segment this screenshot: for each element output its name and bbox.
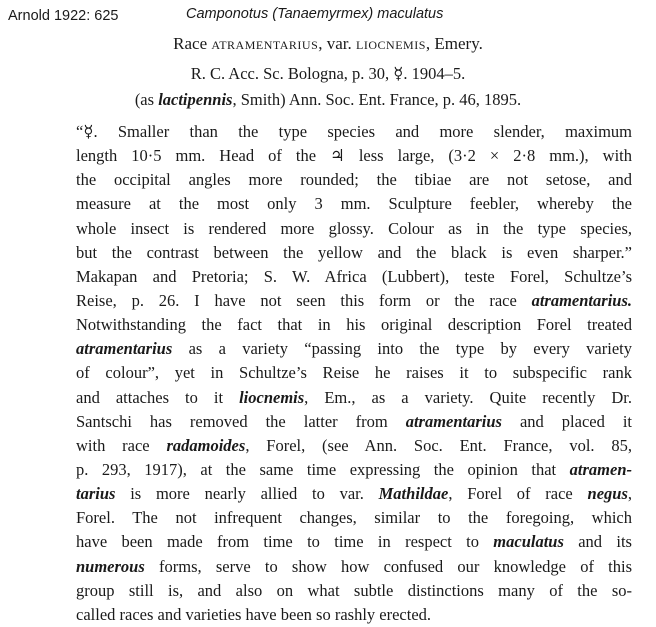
italic-name: radamoides (166, 435, 246, 455)
citation-source: Arnold 1922: 625 (8, 8, 119, 24)
text-line (76, 555, 632, 579)
variety-name: liocnemis (356, 34, 426, 53)
description-text (76, 120, 632, 627)
ref2-suffix: , Smith) Ann. Soc. Ent. France, p. 46, 1895. (232, 90, 522, 109)
text-run: with race (76, 435, 167, 455)
text-run: and placed it (501, 411, 632, 431)
ref2-name: lactipennis (158, 90, 233, 109)
italic-name: negus (587, 484, 628, 504)
taxon-name: Camponotus (Tanaemyrmex) maculatus (186, 6, 444, 22)
text-line: Makapan and Pretoria; S. W. Africa (Lubbert), teste Forel, Schultze’s (76, 266, 632, 286)
italic-name: liocnemis (239, 387, 305, 407)
text-line (76, 482, 632, 506)
italic-name: numerous (76, 556, 145, 576)
text-line: the occipital angles more rounded; the tibiae are not setose, and (76, 170, 632, 190)
italic-name: maculatus (493, 532, 564, 552)
text-line: measure at the most only 3 mm. Sculpture feebler, whereby the (76, 194, 632, 214)
text-run: as a variety “passing into the type by every variety (172, 339, 632, 359)
reference-line-2 (0, 90, 656, 110)
race-name: atramentarius (211, 34, 319, 53)
italic-name: Mathildae (378, 484, 449, 504)
text-run: , (627, 484, 632, 504)
race-title (0, 34, 656, 54)
text-line (76, 530, 632, 554)
text-line (76, 434, 632, 458)
text-run: forms, serve to show how confused our knowledge of this (144, 556, 632, 576)
text-line: length 10·5 mm. Head of the ♃ less large, (3·2 × 2·8 mm.), with (76, 146, 632, 166)
text-line: called races and varieties have been so rashly erected. (76, 604, 432, 624)
title-suffix: , Emery. (425, 34, 483, 53)
text-run: , Em., as a variety. Quite recently Dr. (304, 387, 632, 407)
text-line: of colour”, yet in Schultze’s Reise he raises it to subspecific rank (76, 363, 632, 383)
text-line (76, 337, 632, 361)
italic-name: atramentarius. (531, 290, 632, 310)
text-run: and attaches to it (76, 387, 240, 407)
italic-name: atramentarius (76, 339, 173, 359)
italic-name: atramen- (569, 459, 632, 479)
text-line: whole insect is rendered more glossy. Colour as in the type species, (76, 218, 632, 238)
text-line: but the contrast between the yellow and the black is even sharper.” (76, 242, 632, 262)
title-middle: , var. (318, 34, 357, 53)
text-line: group still is, and also on what subtle distinctions many of the so- (76, 580, 632, 600)
text-run: Reise, p. 26. I have not seen this form or the race (76, 290, 532, 310)
text-run: Santschi has removed the latter from (76, 411, 406, 431)
ref2-prefix: (as (134, 90, 159, 109)
text-line: Notwithstanding the fact that in his original description Forel treated (76, 315, 632, 335)
page-header (8, 6, 648, 28)
text-line: “☿. Smaller than the type species and more slender, maximum (76, 122, 632, 141)
title-prefix: Race (173, 34, 212, 53)
reference-line-1: R. C. Acc. Sc. Bologna, p. 30, ☿. 1904–5. (190, 64, 466, 83)
text-line (76, 289, 632, 313)
text-line (76, 410, 632, 434)
text-run: is more nearly allied to var. (115, 484, 379, 504)
text-run: and its (563, 532, 632, 552)
text-line: Forel. The not infrequent changes, similar to the foregoing, which (76, 508, 632, 528)
text-run: , Forel of race (448, 484, 588, 504)
text-run: have been made from time to time in respect to (76, 532, 494, 552)
italic-name: tarius (76, 484, 116, 504)
text-run: , Forel, (see Ann. Soc. Ent. France, vol. 85, (245, 435, 632, 455)
text-line (76, 458, 632, 482)
text-run: p. 293, 1917), at the same time expressing the opinion that (76, 459, 570, 479)
text-line (76, 386, 632, 410)
italic-name: atramentarius (405, 411, 502, 431)
